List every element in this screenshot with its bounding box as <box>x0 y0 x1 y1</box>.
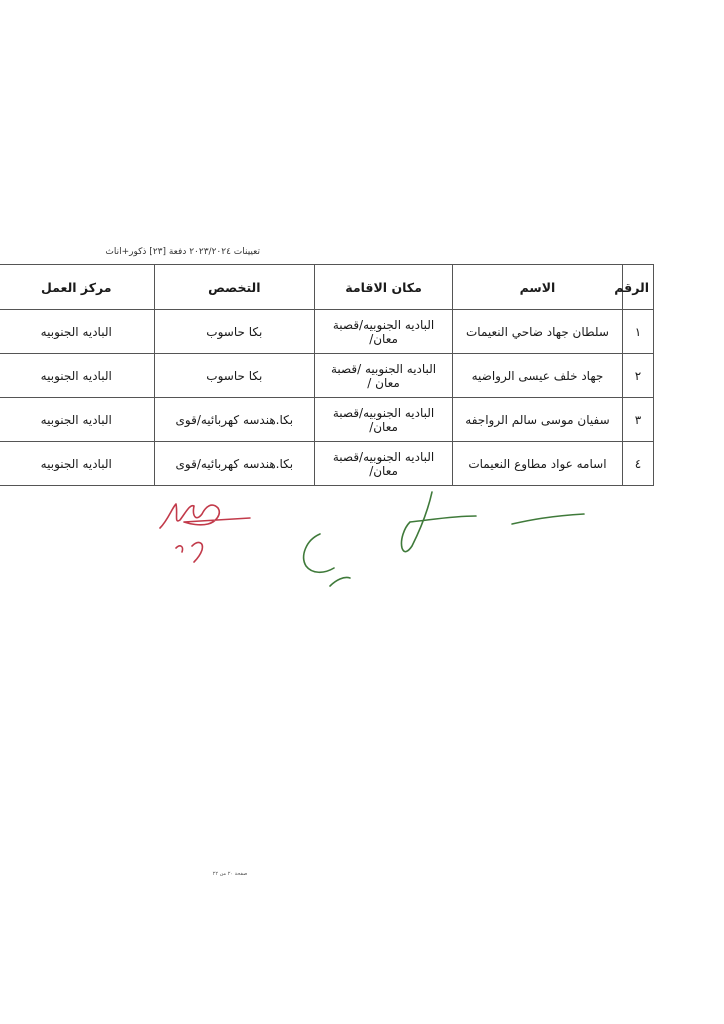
row-specialty: بكا حاسوب <box>154 310 315 354</box>
row-number: ٢ <box>622 354 653 398</box>
row-name: جهاد خلف عيسى الرواضيه <box>452 354 622 398</box>
green-signature-stroke <box>512 514 584 524</box>
header-work-center: مركز العمل <box>0 265 154 310</box>
row-name: سفيان موسى سالم الرواجفه <box>452 398 622 442</box>
table-row <box>0 310 654 354</box>
row-work-center: الباديه الجنوبيه <box>0 442 154 486</box>
row-specialty: بكا.هندسه كهربائيه/قوى <box>154 398 315 442</box>
table-header-row <box>0 265 654 310</box>
green-signature <box>304 492 584 586</box>
row-residence: الباديه الجنوبيه /قصبة معان / <box>315 354 453 398</box>
header-specialty: التخصص <box>154 265 315 310</box>
red-signature-stroke <box>160 504 250 528</box>
row-residence: الباديه الجنوبيه/قصبة معان/ <box>315 398 453 442</box>
red-signature-stroke <box>176 543 202 562</box>
row-name: سلطان جهاد ضاحي النعيمات <box>452 310 622 354</box>
row-work-center: الباديه الجنوبيه <box>0 398 154 442</box>
header-name: الاسم <box>452 265 622 310</box>
table-row <box>0 354 654 398</box>
table-row <box>0 442 654 486</box>
red-signature <box>160 504 250 562</box>
row-number: ١ <box>622 310 653 354</box>
page-footer: صفحة ٢٠ من ٢٢ <box>212 871 248 877</box>
row-number: ٤ <box>622 442 653 486</box>
row-residence: الباديه الجنوبيه/قصبة معان/ <box>315 310 453 354</box>
header-num: الرقم <box>622 265 653 310</box>
row-work-center: الباديه الجنوبيه <box>0 310 154 354</box>
green-signature-stroke <box>304 534 350 586</box>
green-signature-stroke <box>401 492 476 552</box>
row-specialty: بكا.هندسه كهربائيه/قوى <box>154 442 315 486</box>
row-residence: الباديه الجنوبيه/قصبة معان/ <box>315 442 453 486</box>
row-specialty: بكا حاسوب <box>154 354 315 398</box>
row-number: ٣ <box>622 398 653 442</box>
header-residence: مكان الاقامة <box>315 265 453 310</box>
document-caption: تعيينات ٢٠٢٣/٢٠٢٤ دفعة [٢٣] ذكور+اناث <box>105 247 260 257</box>
table-row <box>0 398 654 442</box>
row-name: اسامه عواد مطاوع النعيمات <box>452 442 622 486</box>
appointments-table <box>0 264 654 486</box>
row-work-center: الباديه الجنوبيه <box>0 354 154 398</box>
